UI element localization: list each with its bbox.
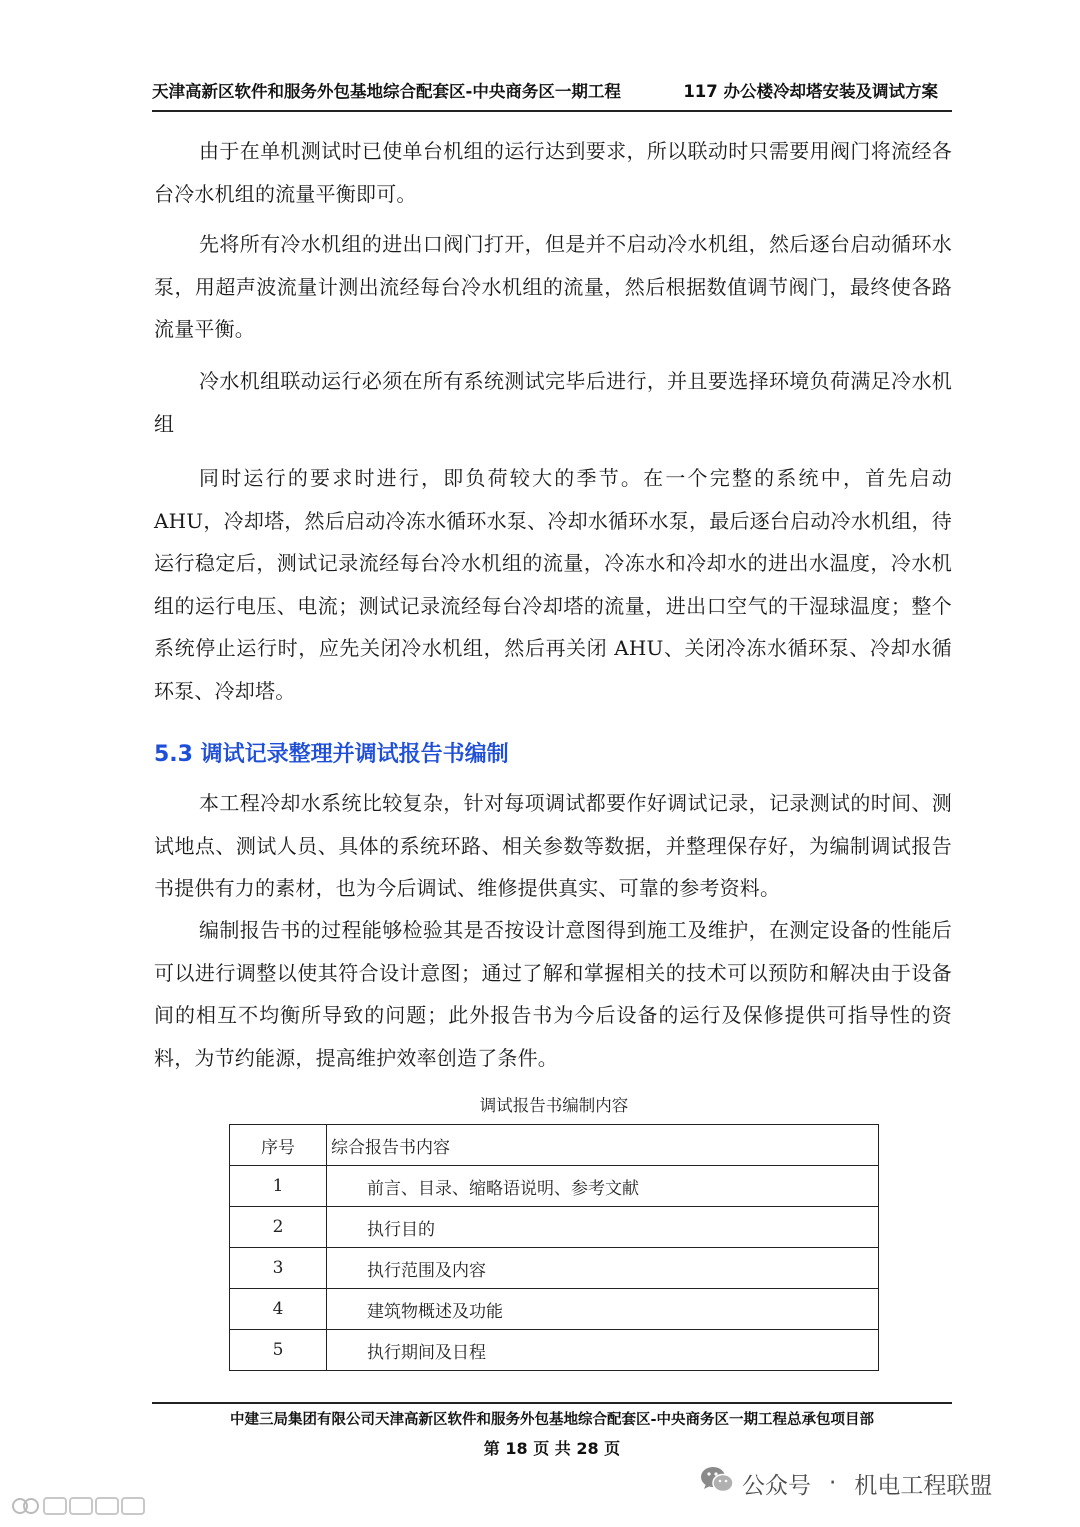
paragraph: 由于在单机测试时已使单台机组的运行达到要求，所以联动时只需要用阀门将流经各台冷水机组的流量平衡即可。 [154,139,952,206]
cell-number: 3 [230,1248,327,1289]
cell-content: 前言、目录、缩略语说明、参考文献 [327,1166,879,1207]
page-number: 第 18 页 共 28 页 [483,1439,621,1458]
header-cell-content: 综合报告书内容 [327,1125,879,1166]
paragraph: 冷水机组联动运行必须在所有系统测试完毕后进行，并且要选择环境负荷满足冷水机组 [154,369,952,436]
paragraph: 编制报告书的过程能够检验其是否按设计意图得到施工及维护，在测定设备的性能后可以进行调整以使其符合设计意图；通过了解和掌握相关的技术可以预防和解决由于设备间的相互不均衡所导致的问题；此外报告书为今后设备的运行及保修提供可指导性的资料，为节约能源，提高维护效率创造了条件。 [154,918,952,1070]
header-cell-number: 序号 [230,1125,327,1166]
section-heading: 5.3 调试记录整理并调试报告书编制 [154,742,509,767]
report-contents-table [229,1124,879,1371]
table-row [230,1248,879,1289]
footer-organization: 中建三局集团有限公司天津高新区软件和服务外包基地综合配套区-中央商务区一期工程总承包项目部 [229,1412,874,1428]
cell-content: 执行期间及日程 [327,1330,879,1371]
cell-content: 建筑物概述及功能 [327,1289,879,1330]
watermark [10,1492,150,1524]
wechat-icon [700,1465,734,1501]
wechat-label: 公众号 [742,1472,811,1499]
table-caption: 调试报告书编制内容 [479,1096,629,1115]
wechat-separator: · [829,1470,837,1496]
table-header-row [230,1125,879,1166]
paragraph: 先将所有冷水机组的进出口阀门打开，但是并不启动冷水机组，然后逐台启动循环水泵，用超声波流量计测出流经每台冷水机组的流量，然后根据数值调节阀门，最终使各路流量平衡。 [154,232,952,341]
cell-number: 1 [230,1166,327,1207]
cell-content: 执行范围及内容 [327,1248,879,1289]
header-document-title: 117 办公楼冷却塔安装及调试方案 [683,82,938,101]
cell-number: 5 [230,1330,327,1371]
header-project-title: 天津高新区软件和服务外包基地综合配套区-中央商务区一期工程 [152,82,621,101]
page-header [152,72,952,112]
watermark-logo-icon [10,1492,150,1520]
paragraph: 同时运行的要求时进行，即负荷较大的季节。在一个完整的系统中，首先启动 AHU，冷却塔，然后启动冷冻水循环水泵、冷却水循环水泵，最后逐台启动冷水机组，待运行稳定后，测试记录流经每台冷水机组的流量，冷冻水和冷却水的进出水温度，冷水机组的运行电压、电流；测试记录流经每台冷却塔的流量，进出口空气的干湿球温度；整个系统停止运行时，应先关闭冷水机组，然后再关闭 AHU、关闭冷冻水循环泵、冷却水循环泵、冷却塔。 [154,466,952,703]
table-row [230,1166,879,1207]
paragraph: 本工程冷却水系统比较复杂，针对每项调试都要作好调试记录，记录测试的时间、测试地点、测试人员、具体的系统环路、相关参数等数据，并整理保存好，为编制调试报告书提供有力的素材，也为今后调试、维修提供真实、可靠的参考资料。 [154,791,952,900]
table-row [230,1207,879,1248]
cell-number: 4 [230,1289,327,1330]
footer-divider [152,1402,952,1404]
wechat-account-badge [700,1463,992,1503]
cell-content: 执行目的 [327,1207,879,1248]
table-row [230,1289,879,1330]
table-row [230,1330,879,1371]
cell-number: 2 [230,1207,327,1248]
wechat-account-name: 机电工程联盟 [854,1472,993,1499]
